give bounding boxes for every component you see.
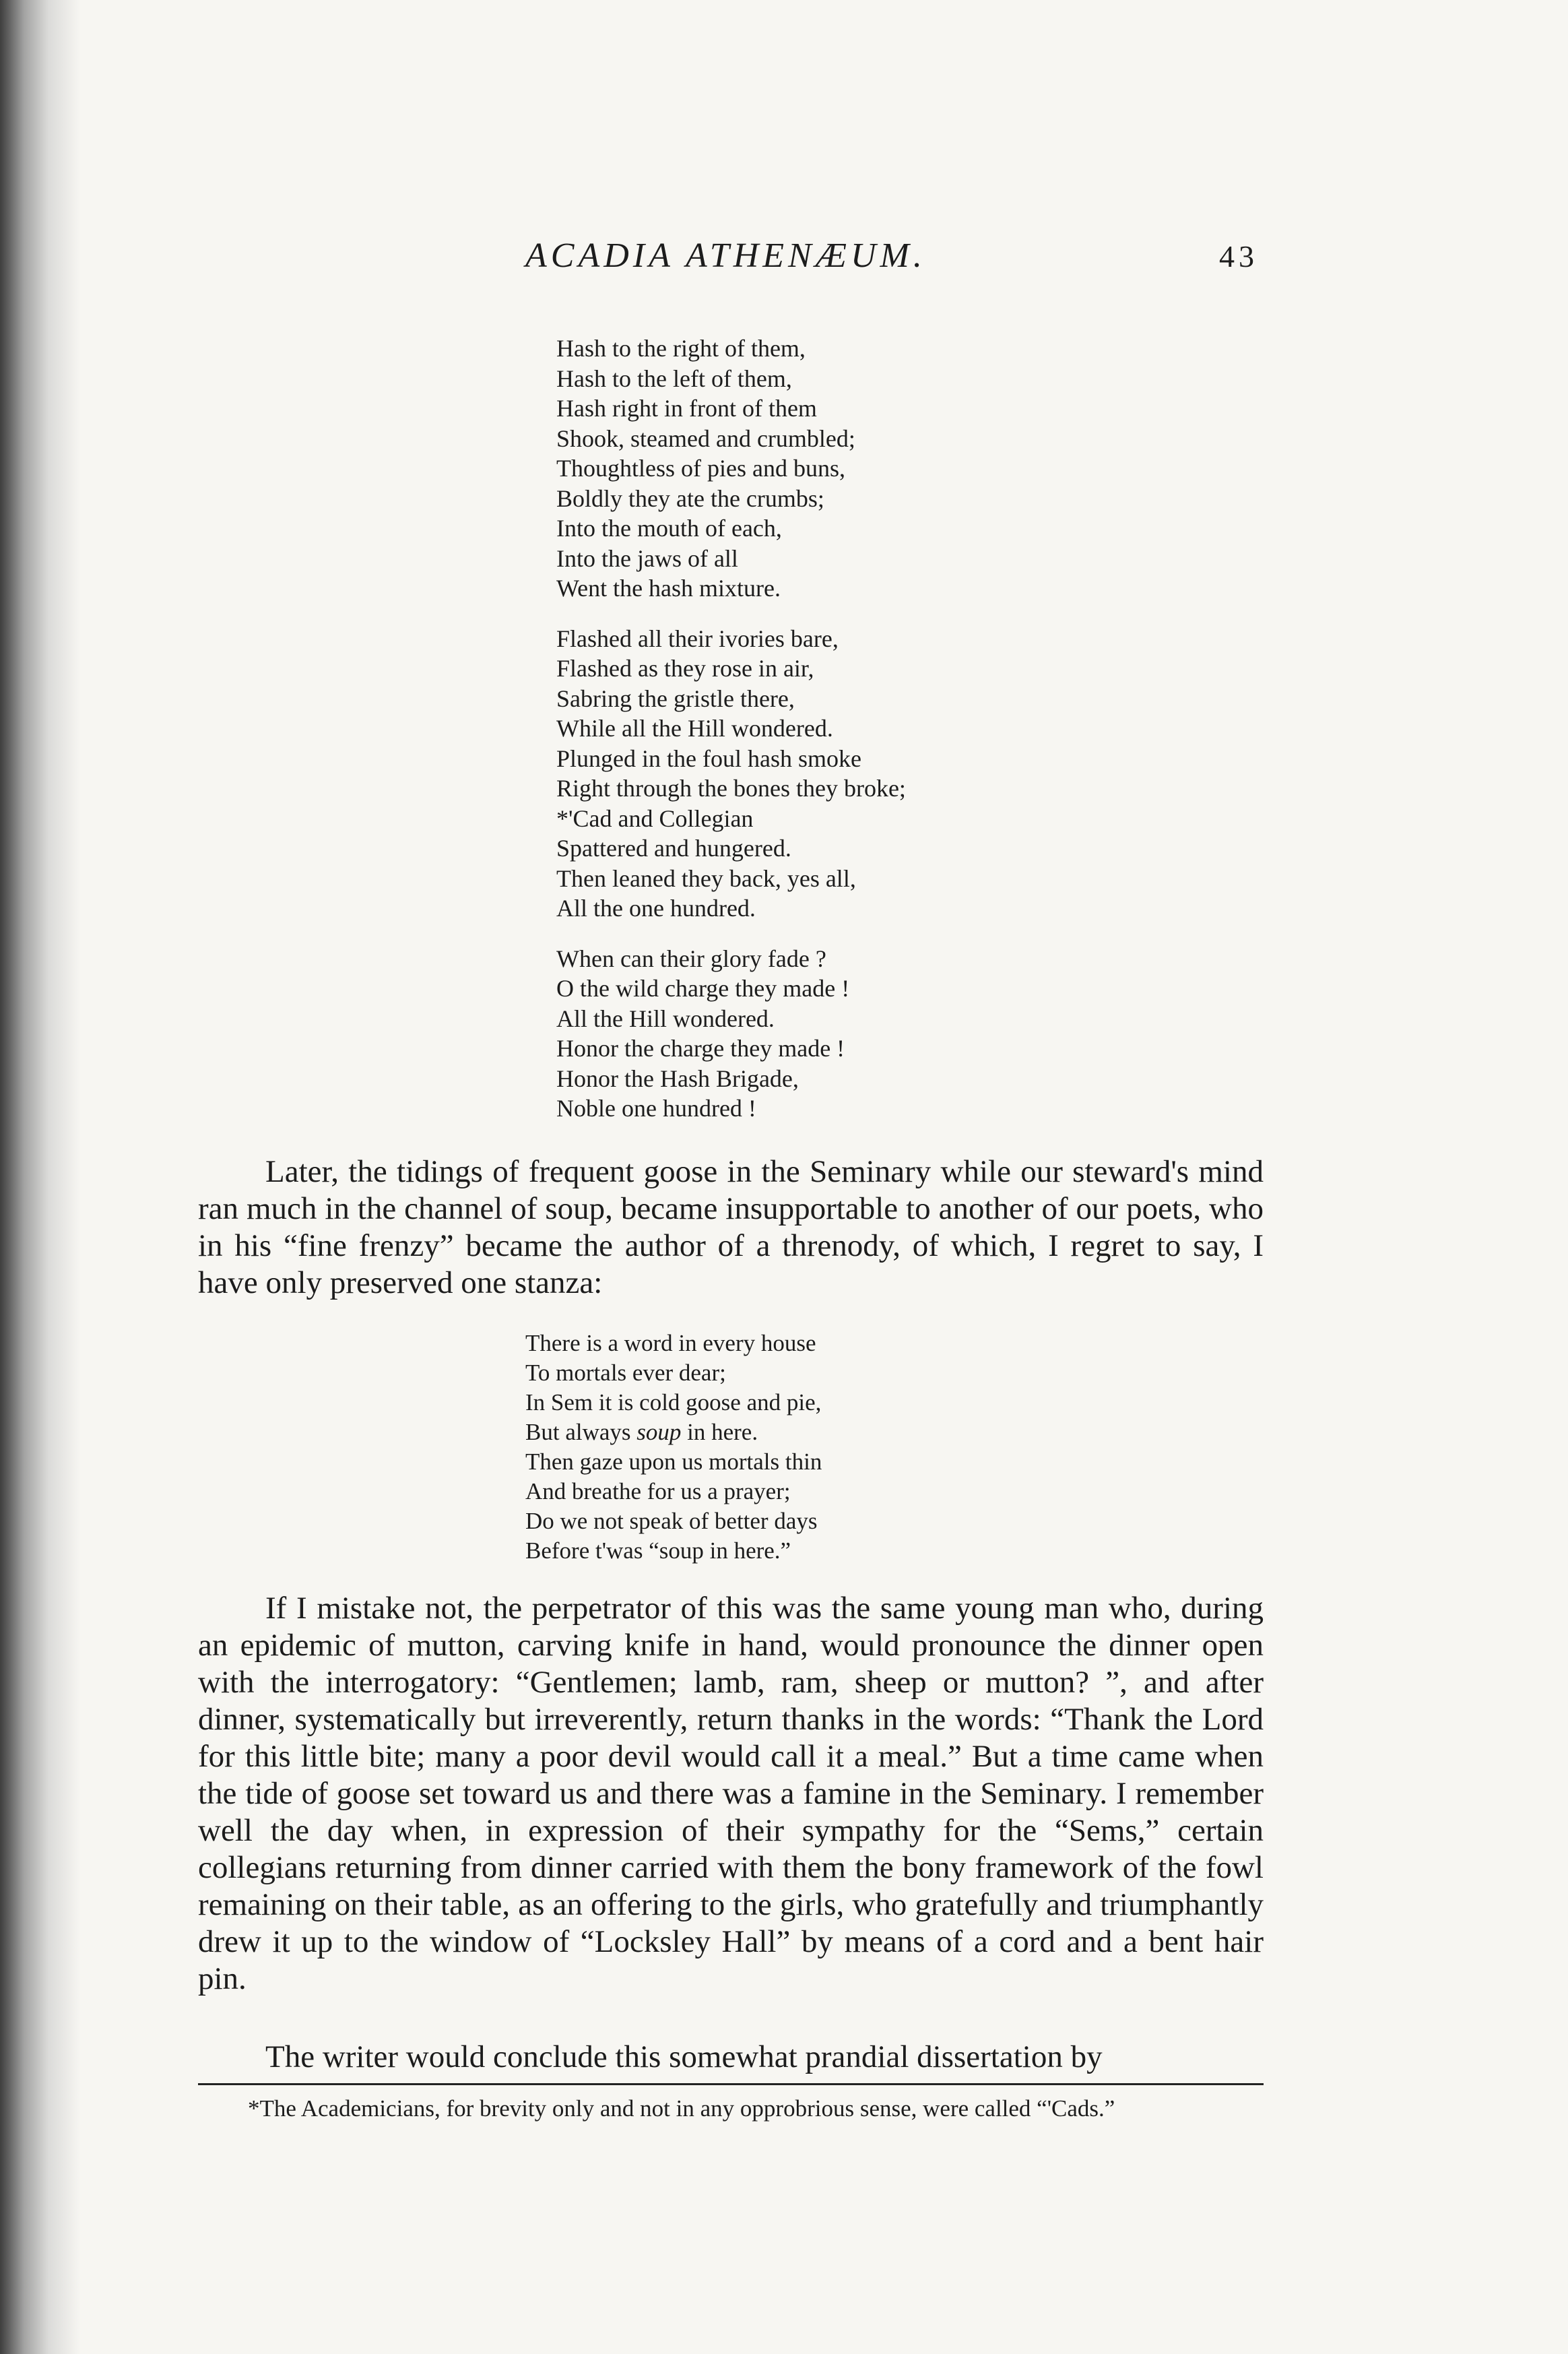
poem-line: O the wild charge they made ! xyxy=(556,975,850,1002)
poem-line: Thoughtless of pies and buns, xyxy=(556,455,845,482)
hash-brigade-poem xyxy=(556,333,906,1144)
poem-line: In Sem it is cold goose and pie, xyxy=(525,1389,822,1415)
poem-line: There is a word in every house xyxy=(525,1330,816,1356)
poem-line: Flashed all their ivories bare, xyxy=(556,625,839,652)
poem-line: All the Hill wondered. xyxy=(556,1005,775,1032)
footnote xyxy=(198,2094,1264,2124)
paragraph-mutton-anecdote xyxy=(198,1590,1264,1998)
paragraph-text: Later, the tidings of frequent goose in the Seminary while our steward's mind ran much in the channel of soup, became insupportable to another of our poets, who in his “fine frenzy” became the author of a threnody, of which, I regret to say, I have only preserved one stanza: xyxy=(198,1154,1264,1300)
poem-line: Into the jaws of all xyxy=(556,544,738,572)
poem-line xyxy=(525,1418,822,1447)
journal-title: ACADIA ATHENÆUM. xyxy=(525,236,926,275)
poem-line: Honor the charge they made ! xyxy=(556,1035,845,1062)
poem-line: Do we not speak of better days xyxy=(525,1508,818,1534)
poem-line: Hash to the right of them, xyxy=(556,335,806,362)
poem-line: And breathe for us a prayer; xyxy=(525,1478,791,1504)
poem-line-text: But always xyxy=(525,1419,637,1445)
poem-line: When can their glory fade ? xyxy=(556,945,826,972)
poem-line: Boldly they ate the crumbs; xyxy=(556,484,824,512)
poem-line: Hash right in front of them xyxy=(556,395,817,422)
paragraph-text: The writer would conclude this somewhat prandial dissertation by xyxy=(265,2039,1103,2074)
poem-line: Shook, steamed and crumbled; xyxy=(556,424,855,452)
poem-line: Hash to the left of them, xyxy=(556,364,792,392)
poem-line: *'Cad and Collegian xyxy=(556,804,754,832)
poem-stanza-1 xyxy=(556,333,906,604)
poem-line: Before t'was “soup in here.” xyxy=(525,1537,791,1564)
poem-line: Flashed as they rose in air, xyxy=(556,655,814,682)
poem-stanza-3 xyxy=(556,944,906,1124)
running-header xyxy=(525,236,1334,290)
poem-line: All the one hundred. xyxy=(556,895,756,922)
poem-line: Honor the Hash Brigade, xyxy=(556,1064,799,1092)
poem-line: Plunged in the foul hash smoke xyxy=(556,744,861,772)
page-number: 43 xyxy=(1219,239,1258,274)
poem-line: Noble one hundred ! xyxy=(556,1095,756,1122)
poem-line: Into the mouth of each, xyxy=(556,515,782,542)
italic-word: soup xyxy=(636,1419,682,1445)
poem-line: To mortals ever dear; xyxy=(525,1360,726,1386)
poem-line: Spattered and hungered. xyxy=(556,835,791,862)
soup-stanza-poem xyxy=(525,1329,822,1566)
paragraph-text: If I mistake not, the perpetrator of this was the same young man who, during an epidemic of mutton, carving knife in hand, would pronounce the dinner open with the interrogatory: “Gentlemen; lamb, ram, sheep or mutton? ”, and after dinner, systematically but irreverently, return thanks in the words: “Thank the Lord for this little bite; many a poor devil would call it a meal.” But a time came when the tide of goose set toward us and there was a famine in the Seminary. I remember well the day when, in expression of their sympathy for the “Sems,” certain collegians returning from dinner carried with them the bony framework of the fowl remaining on their table, as an offering to the girls, who gratefully and triumphantly drew it up to the window of “Locksley Hall” by means of a cord and a bent hair pin. xyxy=(198,1591,1264,1996)
poem-line: Then leaned they back, yes all, xyxy=(556,864,856,892)
poem-stanza-2 xyxy=(556,624,906,924)
poem-line: While all the Hill wondered. xyxy=(556,715,833,742)
footnote-text: *The Academicians, for brevity only and not in any opprobrious sense, were called “'Cads.” xyxy=(248,2095,1115,2122)
poem-line: Went the hash mixture. xyxy=(556,575,781,602)
poem-line-text: in here. xyxy=(681,1419,758,1445)
paragraph-threnody-intro xyxy=(198,1153,1264,1302)
poem-line: Sabring the gristle there, xyxy=(556,685,795,712)
footnote-divider xyxy=(198,2083,1264,2085)
poem-line: Right through the bones they broke; xyxy=(556,775,906,802)
paragraph-conclusion xyxy=(198,2039,1264,2076)
poem-line: Then gaze upon us mortals thin xyxy=(525,1449,822,1475)
